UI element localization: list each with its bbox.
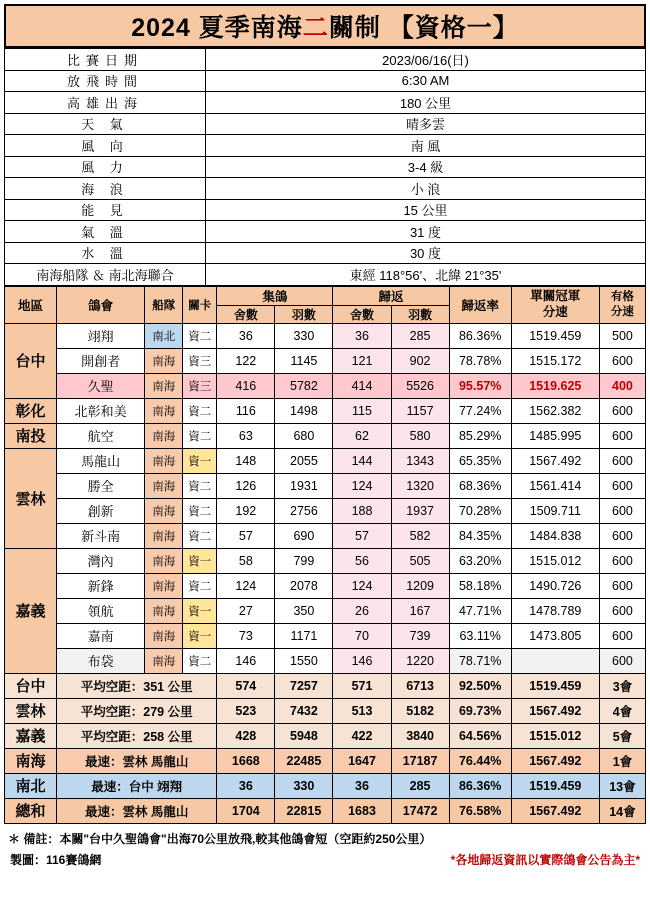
speed-cell: 1485.995 <box>511 423 599 448</box>
return-birds-cell: 505 <box>391 548 449 573</box>
gather-birds-cell: 5948 <box>275 723 333 748</box>
total-desc: 最速：台中 翊翔 <box>57 773 217 798</box>
table-row <box>5 448 646 473</box>
gather-house-cell: 192 <box>217 498 275 523</box>
return-house-cell: 144 <box>333 448 391 473</box>
return-birds-cell: 580 <box>391 423 449 448</box>
total-desc: 最速：雲林 馬龍山 <box>57 748 217 773</box>
return-birds-cell: 1343 <box>391 448 449 473</box>
info-table <box>4 48 646 286</box>
rate-cell: 70.28% <box>449 498 511 523</box>
table-row <box>5 523 646 548</box>
summary-row <box>5 698 646 723</box>
return-house-cell: 124 <box>333 473 391 498</box>
gather-birds-cell: 2055 <box>275 448 333 473</box>
card-cell: 資二 <box>183 473 217 498</box>
total-desc: 最速：雲林 馬龍山 <box>57 798 217 823</box>
results-table <box>4 286 646 824</box>
boat-cell: 南北 <box>145 323 183 348</box>
gather-house-cell: 124 <box>217 573 275 598</box>
gather-birds-cell: 1171 <box>275 623 333 648</box>
card-cell: 資二 <box>183 523 217 548</box>
footer <box>4 849 646 868</box>
return-birds-cell: 17187 <box>391 748 449 773</box>
fleet-row <box>5 264 646 286</box>
assoc-cell: 新鋒 <box>57 573 145 598</box>
gather-house-cell: 116 <box>217 398 275 423</box>
summary-region: 台中 <box>5 673 57 698</box>
info-label: 高雄出海 <box>5 92 206 114</box>
gather-house-cell: 1668 <box>217 748 275 773</box>
info-row <box>5 70 646 92</box>
qual-cell: 600 <box>599 448 645 473</box>
return-house-cell: 115 <box>333 398 391 423</box>
return-birds-cell: 5526 <box>391 373 449 398</box>
table-row-highlight <box>5 373 646 398</box>
speed-cell: 1567.492 <box>511 798 599 823</box>
return-birds-cell: 5182 <box>391 698 449 723</box>
card-cell: 資一 <box>183 448 217 473</box>
info-label: 比賽日期 <box>5 49 206 71</box>
subheader-return-birds: 羽數 <box>391 305 449 323</box>
return-house-cell: 188 <box>333 498 391 523</box>
return-house-cell: 124 <box>333 573 391 598</box>
return-birds-cell: 1937 <box>391 498 449 523</box>
gather-house-cell: 58 <box>217 548 275 573</box>
card-cell: 資二 <box>183 573 217 598</box>
return-birds-cell: 285 <box>391 323 449 348</box>
header-speed: 單關冠軍 分速 <box>511 286 599 323</box>
header-boat: 船隊 <box>145 286 183 323</box>
boat-cell: 南海 <box>145 373 183 398</box>
gather-birds-cell: 799 <box>275 548 333 573</box>
speed-cell: 1515.012 <box>511 548 599 573</box>
header-assoc: 鴿會 <box>57 286 145 323</box>
rate-cell: 65.35% <box>449 448 511 473</box>
return-house-cell: 1683 <box>333 798 391 823</box>
speed-cell: 1519.625 <box>511 373 599 398</box>
return-birds-cell: 1209 <box>391 573 449 598</box>
info-label: 放飛時間 <box>5 70 206 92</box>
gather-house-cell: 36 <box>217 773 275 798</box>
gather-house-cell: 122 <box>217 348 275 373</box>
table-row <box>5 573 646 598</box>
header-return: 歸返 <box>333 286 449 305</box>
rate-cell: 77.24% <box>449 398 511 423</box>
gather-house-cell: 574 <box>217 673 275 698</box>
gather-birds-cell: 330 <box>275 773 333 798</box>
rate-cell: 68.36% <box>449 473 511 498</box>
table-row <box>5 498 646 523</box>
gather-house-cell: 523 <box>217 698 275 723</box>
return-house-cell: 36 <box>333 773 391 798</box>
return-birds-cell: 1157 <box>391 398 449 423</box>
return-birds-cell: 6713 <box>391 673 449 698</box>
title-red: 二 <box>302 14 329 42</box>
rate-cell: 76.58% <box>449 798 511 823</box>
speed-cell: 1567.492 <box>511 698 599 723</box>
boat-cell: 南海 <box>145 498 183 523</box>
boat-cell: 南海 <box>145 623 183 648</box>
header-gather: 集鴿 <box>217 286 333 305</box>
assoc-cell: 領航 <box>57 598 145 623</box>
speed-cell: 1515.172 <box>511 348 599 373</box>
speed-cell: 1519.459 <box>511 323 599 348</box>
qual-cell: 600 <box>599 398 645 423</box>
rate-cell: 47.71% <box>449 598 511 623</box>
return-house-cell: 36 <box>333 323 391 348</box>
region-cell: 嘉義 <box>5 548 57 673</box>
summary-desc: 平均空距：351 公里 <box>57 673 217 698</box>
speed-cell: 1473.805 <box>511 623 599 648</box>
return-birds-cell: 1320 <box>391 473 449 498</box>
rate-cell: 86.36% <box>449 323 511 348</box>
gather-birds-cell: 7432 <box>275 698 333 723</box>
assoc-cell: 嘉南 <box>57 623 145 648</box>
gather-birds-cell: 690 <box>275 523 333 548</box>
header-region: 地區 <box>5 286 57 323</box>
rate-cell: 86.36% <box>449 773 511 798</box>
assoc-cell: 航空 <box>57 423 145 448</box>
info-row <box>5 199 646 221</box>
subheader-return-house: 舍數 <box>333 305 391 323</box>
info-label: 氣 溫 <box>5 221 206 243</box>
return-birds-cell: 902 <box>391 348 449 373</box>
boat-cell: 南海 <box>145 473 183 498</box>
gather-birds-cell: 22815 <box>275 798 333 823</box>
speed-cell: 1515.012 <box>511 723 599 748</box>
region-cell: 彰化 <box>5 398 57 423</box>
return-birds-cell: 17472 <box>391 798 449 823</box>
gather-birds-cell: 350 <box>275 598 333 623</box>
qual-cell: 3會 <box>599 673 645 698</box>
speed-cell: 1519.459 <box>511 773 599 798</box>
header-card: 關卡 <box>183 286 217 323</box>
info-label: 水 溫 <box>5 242 206 264</box>
card-cell: 資一 <box>183 598 217 623</box>
info-row <box>5 92 646 114</box>
gather-birds-cell: 5782 <box>275 373 333 398</box>
qual-cell: 5會 <box>599 723 645 748</box>
qual-cell: 4會 <box>599 698 645 723</box>
info-value: 晴多雲 <box>206 113 646 135</box>
return-birds-cell: 3840 <box>391 723 449 748</box>
region-cell: 台中 <box>5 323 57 398</box>
info-value: 2023/06/16(日) <box>206 49 646 71</box>
qual-cell: 600 <box>599 548 645 573</box>
rate-cell: 63.11% <box>449 623 511 648</box>
boat-cell: 南海 <box>145 448 183 473</box>
table-row <box>5 423 646 448</box>
gather-birds-cell: 2756 <box>275 498 333 523</box>
assoc-cell: 北彰和美 <box>57 398 145 423</box>
qual-cell: 500 <box>599 323 645 348</box>
return-house-cell: 513 <box>333 698 391 723</box>
summary-row <box>5 723 646 748</box>
region-cell: 雲林 <box>5 448 57 548</box>
card-cell: 資一 <box>183 623 217 648</box>
table-row <box>5 323 646 348</box>
assoc-cell: 翊翔 <box>57 323 145 348</box>
fleet-coords: 東經 118°56'、北緯 21°35' <box>206 264 646 286</box>
subheader-gather-house: 舍數 <box>217 305 275 323</box>
gather-house-cell: 1704 <box>217 798 275 823</box>
gather-house-cell: 36 <box>217 323 275 348</box>
rate-cell: 76.44% <box>449 748 511 773</box>
gather-birds-cell: 1550 <box>275 648 333 673</box>
card-cell: 資二 <box>183 323 217 348</box>
return-house-cell: 57 <box>333 523 391 548</box>
subheader-gather-birds: 羽數 <box>275 305 333 323</box>
return-house-cell: 146 <box>333 648 391 673</box>
table-row <box>5 548 646 573</box>
assoc-cell: 新斗南 <box>57 523 145 548</box>
return-house-cell: 571 <box>333 673 391 698</box>
assoc-cell: 馬龍山 <box>57 448 145 473</box>
speed-cell: 1567.492 <box>511 448 599 473</box>
info-label: 能 見 <box>5 199 206 221</box>
info-row <box>5 221 646 243</box>
info-label: 海 浪 <box>5 178 206 200</box>
qual-cell: 1會 <box>599 748 645 773</box>
assoc-cell: 開創者 <box>57 348 145 373</box>
qual-cell: 14會 <box>599 798 645 823</box>
summary-row <box>5 673 646 698</box>
rate-cell: 78.78% <box>449 348 511 373</box>
gather-house-cell: 57 <box>217 523 275 548</box>
boat-cell: 南海 <box>145 348 183 373</box>
return-birds-cell: 167 <box>391 598 449 623</box>
return-house-cell: 62 <box>333 423 391 448</box>
rate-cell: 92.50% <box>449 673 511 698</box>
return-house-cell: 1647 <box>333 748 391 773</box>
info-value: 6:30 AM <box>206 70 646 92</box>
return-birds-cell: 739 <box>391 623 449 648</box>
rate-cell: 84.35% <box>449 523 511 548</box>
qual-cell: 13會 <box>599 773 645 798</box>
total-region: 南海 <box>5 748 57 773</box>
info-value: 小 浪 <box>206 178 646 200</box>
qual-cell: 600 <box>599 498 645 523</box>
total-row-nanbei <box>5 773 646 798</box>
speed-cell: 1478.789 <box>511 598 599 623</box>
info-row <box>5 242 646 264</box>
gather-house-cell: 148 <box>217 448 275 473</box>
rate-cell: 69.73% <box>449 698 511 723</box>
qual-cell: 600 <box>599 623 645 648</box>
total-row-grand <box>5 798 646 823</box>
footnote: ＊ 備註：本關"台中久聖鴿會"出海70公里放飛,較其他鴿會短（空距約250公里） <box>8 831 432 846</box>
return-house-cell: 414 <box>333 373 391 398</box>
rate-cell: 64.56% <box>449 723 511 748</box>
card-cell: 資二 <box>183 498 217 523</box>
gather-birds-cell: 330 <box>275 323 333 348</box>
speed-cell <box>511 648 599 673</box>
card-cell: 資二 <box>183 398 217 423</box>
info-label: 風 向 <box>5 135 206 157</box>
gather-house-cell: 63 <box>217 423 275 448</box>
return-birds-cell: 285 <box>391 773 449 798</box>
speed-cell: 1490.726 <box>511 573 599 598</box>
gather-birds-cell: 22485 <box>275 748 333 773</box>
table-row <box>5 348 646 373</box>
total-region: 南北 <box>5 773 57 798</box>
speed-cell: 1519.459 <box>511 673 599 698</box>
assoc-cell: 勝全 <box>57 473 145 498</box>
gather-birds-cell: 1145 <box>275 348 333 373</box>
card-cell: 資三 <box>183 373 217 398</box>
page-title <box>5 5 645 47</box>
rate-cell: 85.29% <box>449 423 511 448</box>
summary-region: 嘉義 <box>5 723 57 748</box>
rate-cell: 78.71% <box>449 648 511 673</box>
boat-cell: 南海 <box>145 548 183 573</box>
info-value: 南 風 <box>206 135 646 157</box>
rate-cell: 95.57% <box>449 373 511 398</box>
summary-desc: 平均空距：279 公里 <box>57 698 217 723</box>
boat-cell: 南海 <box>145 573 183 598</box>
boat-cell: 南海 <box>145 598 183 623</box>
qual-cell: 600 <box>599 598 645 623</box>
footer-disclaimer: *各地歸返資訊以實際鴿會公告為主* <box>450 852 640 867</box>
fleet-label: 南海船隊 ＆ 南北海聯合 <box>5 264 206 286</box>
return-birds-cell: 1220 <box>391 648 449 673</box>
return-house-cell: 121 <box>333 348 391 373</box>
summary-region: 雲林 <box>5 698 57 723</box>
header-qualified-speed: 有格 分速 <box>599 286 645 323</box>
card-cell: 資一 <box>183 548 217 573</box>
gather-house-cell: 27 <box>217 598 275 623</box>
qual-cell: 600 <box>599 348 645 373</box>
total-row-nanhai <box>5 748 646 773</box>
page-title-text <box>131 14 519 42</box>
info-value: 30 度 <box>206 242 646 264</box>
speed-cell: 1561.414 <box>511 473 599 498</box>
gather-house-cell: 416 <box>217 373 275 398</box>
info-row <box>5 113 646 135</box>
info-value: 31 度 <box>206 221 646 243</box>
info-row <box>5 49 646 71</box>
table-header-row <box>5 286 646 305</box>
boat-cell: 南海 <box>145 423 183 448</box>
gather-birds-cell: 1931 <box>275 473 333 498</box>
info-row <box>5 135 646 157</box>
gather-birds-cell: 2078 <box>275 573 333 598</box>
region-cell: 南投 <box>5 423 57 448</box>
title-post: 關制 【資格一】 <box>328 14 519 42</box>
qual-cell: 600 <box>599 573 645 598</box>
boat-cell: 南海 <box>145 523 183 548</box>
rate-cell: 63.20% <box>449 548 511 573</box>
table-row <box>5 623 646 648</box>
info-value: 180 公里 <box>206 92 646 114</box>
qual-cell: 400 <box>599 373 645 398</box>
assoc-cell: 久聖 <box>57 373 145 398</box>
return-house-cell: 422 <box>333 723 391 748</box>
info-label: 天 氣 <box>5 113 206 135</box>
qual-cell: 600 <box>599 423 645 448</box>
boat-cell: 南海 <box>145 648 183 673</box>
return-house-cell: 70 <box>333 623 391 648</box>
gather-birds-cell: 680 <box>275 423 333 448</box>
gather-birds-cell: 7257 <box>275 673 333 698</box>
title-pre: 2024 夏季南海 <box>131 14 303 42</box>
assoc-cell: 灣內 <box>57 548 145 573</box>
info-label: 風 力 <box>5 156 206 178</box>
footer-credit: 製圖：116賽鴿網 <box>10 852 102 867</box>
assoc-cell: 布袋 <box>57 648 145 673</box>
card-cell: 資三 <box>183 348 217 373</box>
qual-cell: 600 <box>599 523 645 548</box>
return-house-cell: 26 <box>333 598 391 623</box>
info-row <box>5 178 646 200</box>
speed-cell: 1509.711 <box>511 498 599 523</box>
table-row <box>5 473 646 498</box>
speed-cell: 1567.492 <box>511 748 599 773</box>
table-row <box>5 398 646 423</box>
total-region: 總和 <box>5 798 57 823</box>
speed-cell: 1484.838 <box>511 523 599 548</box>
table-row <box>5 598 646 623</box>
assoc-cell: 創新 <box>57 498 145 523</box>
gather-house-cell: 146 <box>217 648 275 673</box>
gather-house-cell: 73 <box>217 623 275 648</box>
card-cell: 資二 <box>183 648 217 673</box>
info-row <box>5 156 646 178</box>
gather-house-cell: 126 <box>217 473 275 498</box>
table-row <box>5 648 646 673</box>
return-house-cell: 56 <box>333 548 391 573</box>
card-cell: 資二 <box>183 423 217 448</box>
boat-cell: 南海 <box>145 398 183 423</box>
gather-house-cell: 428 <box>217 723 275 748</box>
info-value: 15 公里 <box>206 199 646 221</box>
return-birds-cell: 582 <box>391 523 449 548</box>
summary-desc: 平均空距：258 公里 <box>57 723 217 748</box>
header-rate: 歸返率 <box>449 286 511 323</box>
qual-cell: 600 <box>599 473 645 498</box>
title-table <box>4 4 646 48</box>
gather-birds-cell: 1498 <box>275 398 333 423</box>
speed-cell: 1562.382 <box>511 398 599 423</box>
rate-cell: 58.18% <box>449 573 511 598</box>
info-value: 3-4 級 <box>206 156 646 178</box>
qual-cell: 600 <box>599 648 645 673</box>
